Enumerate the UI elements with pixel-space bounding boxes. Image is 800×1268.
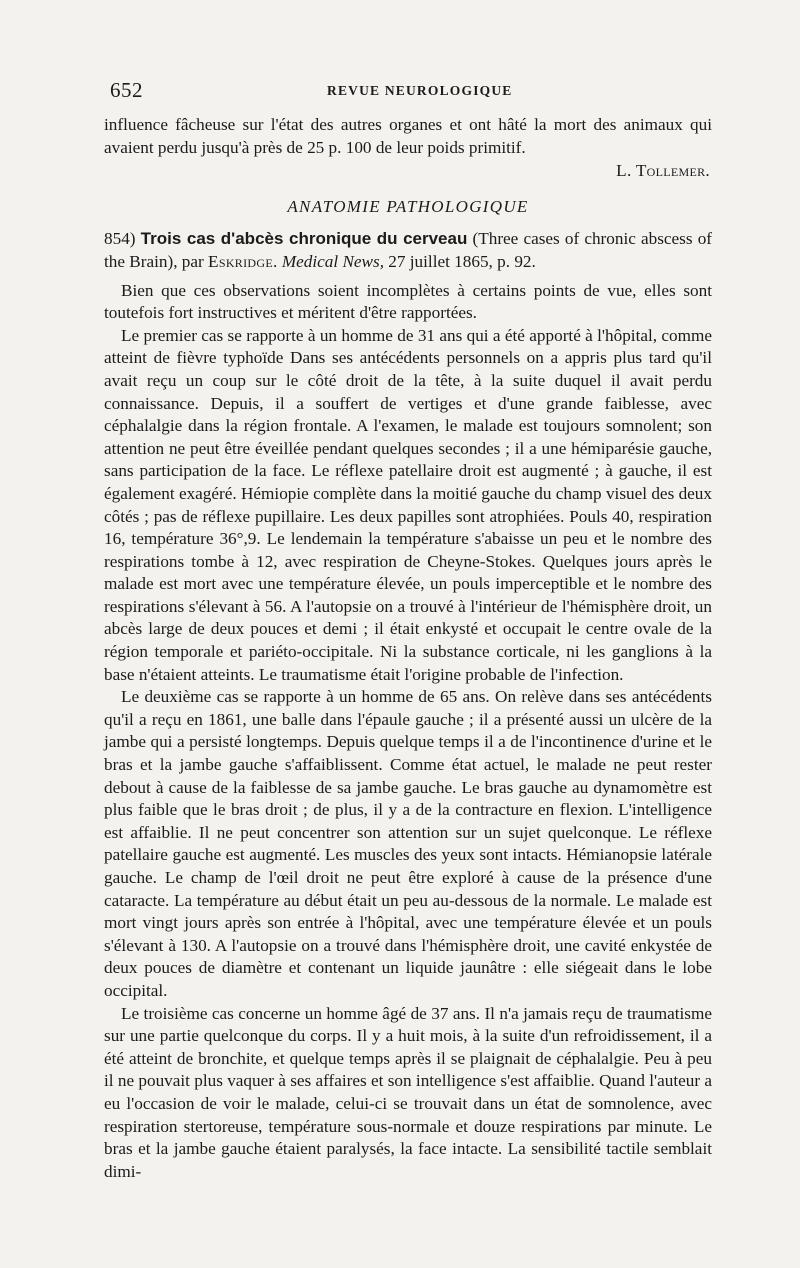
page-header <box>110 78 710 104</box>
section-heading: ANATOMIE PATHOLOGIQUE <box>287 196 529 216</box>
article-entry <box>104 228 712 273</box>
continuation-paragraph: influence fâcheuse sur l'état des autres organes et ont hâté la mort des animaux qui avaient perdu jusqu'à près de 25 p. 100 de leur poids primitif. <box>104 115 712 157</box>
paragraph-case-1: Le premier cas se rapporte à un homme de 31 ans qui a été apporté à l'hôpital, comme atteint de fièvre typhoïde Dans ses antécédents personnels on a appris plus tard qu'il avait reçu un coup sur le côté droit de la tête, à la suite duquel il avait perdu connaissance. Depuis, il a souffert de vertiges et d'une grande faiblesse, avec céphalalgie dans la région frontale. A l'examen, le malade est toujours somnolent; son attention ne peut être éveillée pendant quelques secondes ; il a une hémiparésie gauche, sans participation de la face. Le réflexe patellaire droit est augmenté ; à gauche, il est également exagéré. Hémiopie complète dans la moitié gauche du champ visuel des deux côtés ; pas de réflexe pupillaire. Les deux papilles sont atrophiées. Pouls 40, respiration 16, température 36°,9. Le lendemain la température s'abaisse un peu et le nombre des respirations tombe à 12, avec respiration de Cheyne-Stokes. Quelques jours après le malade est mort avec une température élevée, un pouls imperceptible et le nombre des respirations s'élevant à 56. A l'autopsie on a trouvé à l'intérieur de l'hémisphère droit, un abcès large de deux pouces et demi ; il était enkysté et occupait le centre ovale de la région temporale et pariéto-occipitale. Ni la substance corticale, ni les ganglions à la base n'étaient atteints. Le traumatisme était l'origine probable de l'infection. <box>104 325 712 684</box>
paragraph-case-2: Le deuxième cas se rapporte à un homme de 65 ans. On relève dans ses antécédents qu'il a reçu en 1861, une balle dans l'épaule gauche ; il a présenté aussi un ulcère de la jambe qui a persisté longtemps. Depuis quelque temps il a de l'incontinence d'urine et le bras et la jambe gauche s'affaiblissent. Comme état actuel, le malade ne peut rester debout à cause de la faiblesse de sa jambe gauche. Le bras gauche au dynamomètre est plus faible que le bras droit ; de plus, il y a de la contracture en flexion. L'intelligence est affaiblie. Il ne peut concentrer son attention sur un sujet quelconque. Le réflexe patellaire gauche est augmenté. Les muscles des yeux sont intacts. Hémianopsie latérale gauche. Le champ de l'œil droit ne peut être exploré à cause de la présence d'une cataracte. La température au début était un peu au-dessous de la normale. Le malade est mort vingt jours après son entrée à l'hôpital, avec une température élevée et un pouls s'élevant à 130. A l'autopsie on a trouvé dans l'hémisphère droit, une cavité enkystée de deux pouces de diamètre et contenant un liquide jaunâtre : elle siégeait dans le lobe occipital. <box>104 687 712 1000</box>
article-citation: 27 juillet 1865, p. 92. <box>388 251 536 271</box>
article-subtitle: (Three cases of chronic abscess of the Brain), par <box>104 229 713 271</box>
paragraph-case-3: Le troisième cas concerne un homme âgé de 37 ans. Il n'a jamais reçu de traumatisme sur une partie quelconque du corps. Il y a huit mois, à la suite d'un refroidissement, il a été atteint de bronchite, et quelque temps après il se plaignait de céphalalgie. Peu à peu il ne pouvait plus vaquer à ses affaires et son intelligence s'est affaiblie. Quand l'auteur a eu l'occasion de voir le malade, celui-ci se trouvait dans un état de somnolence, avec respiration stertoreuse, température sous-normale et douze respirations par minute. Le bras et la jambe gauche étaient paralysés, la face intacte. La sensibilité tactile semblait dimi- <box>104 1003 712 1181</box>
article-number: 854) <box>104 229 136 249</box>
article-author: Eskridge. <box>208 251 278 271</box>
article-title: Trois cas d'abcès chronique du cerveau <box>140 229 468 249</box>
paragraph-intro: Bien que ces observations soient incomplètes à certains points de vue, elles sont toutefois fort instructives et méritent d'être rapportées. <box>104 280 712 323</box>
review-signature: L. Tollemer. <box>616 161 710 181</box>
page-number: 652 <box>110 78 143 102</box>
page-body <box>104 114 712 1183</box>
article-journal: Medical News, <box>281 251 384 271</box>
running-title: REVUE NEUROLOGIQUE <box>327 83 513 98</box>
